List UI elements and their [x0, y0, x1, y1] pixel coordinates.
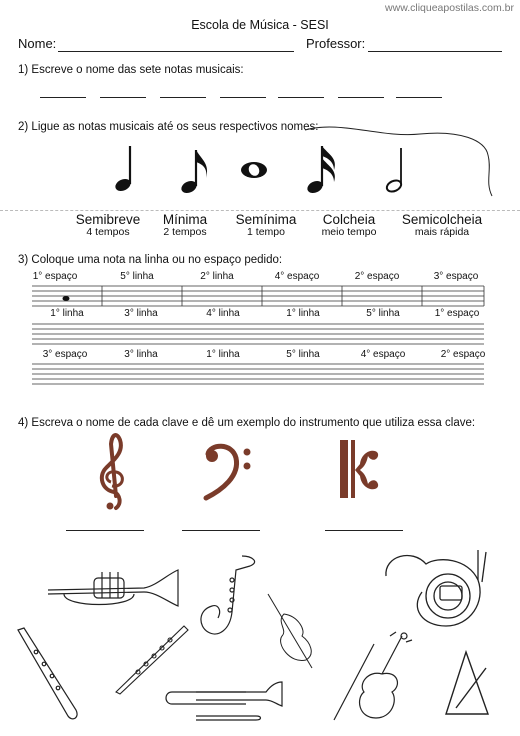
bass-clef-icon: [202, 442, 256, 500]
label: 2° linha: [200, 271, 234, 282]
label: 2° espaço: [354, 271, 400, 282]
note-name-colcheia: Colcheia meio tempo: [321, 212, 377, 238]
double-bass-icon: [266, 592, 316, 670]
note-blank-3[interactable]: [160, 97, 206, 98]
question-1: 1) Escreve o nome das sete notas musicais:: [18, 64, 244, 76]
saxophone-icon: [192, 552, 262, 644]
label: 5° linha: [286, 349, 320, 360]
clarinet-icon: [14, 626, 88, 724]
label: 1° linha: [50, 308, 84, 319]
label: 3° linha: [124, 308, 158, 319]
question-4: 4) Escreva o nome de cada clave e dê um exemplo do instrumento que utiliza essa clave:: [18, 417, 476, 429]
half-note-icon: [384, 146, 408, 196]
label: 3° espaço: [42, 349, 88, 360]
whole-note-icon: [240, 160, 270, 182]
label: 3° linha: [124, 349, 158, 360]
note-name-semicolcheia: Semicolcheia mais rápida: [401, 212, 483, 238]
clef-answer-3[interactable]: [325, 530, 403, 531]
teacher-label: Professor:: [306, 36, 366, 51]
trombone-icon: [166, 680, 284, 726]
violin-icon: [332, 630, 414, 724]
staff[interactable]: [32, 284, 486, 384]
label: 4° linha: [206, 308, 240, 319]
question-2: 2) Ligue as notas musicais até os seus respectivos nomes:: [18, 121, 319, 133]
label: 5° linha: [366, 308, 400, 319]
note-blank-6[interactable]: [338, 97, 384, 98]
teacher-field[interactable]: [368, 51, 502, 52]
note-name-semibreve: Semibreve 4 tempos: [75, 212, 141, 238]
label: 1° espaço: [434, 308, 480, 319]
note-blank-7[interactable]: [396, 97, 442, 98]
question-3: 3) Coloque uma nota na linha ou no espaço pedido:: [18, 254, 283, 266]
label: 1° linha: [206, 349, 240, 360]
name-field[interactable]: [58, 51, 294, 52]
note-name-seminima: Semínima 1 tempo: [235, 212, 297, 238]
label: 2° espaço: [440, 349, 486, 360]
note-blank-4[interactable]: [220, 97, 266, 98]
school-title: Escola de Música - SESI: [191, 18, 329, 32]
clef-answer-2[interactable]: [182, 530, 260, 531]
note-name-minima: Mínima 2 tempos: [162, 212, 208, 238]
label: 1° linha: [286, 308, 320, 319]
name-label: Nome:: [18, 36, 57, 51]
note-blank-1[interactable]: [40, 97, 86, 98]
trumpet-icon: [44, 568, 184, 610]
sixteenth-note-icon: [306, 144, 342, 196]
label: 4° espaço: [360, 349, 406, 360]
note-blank-5[interactable]: [278, 97, 324, 98]
french-horn-icon: [382, 546, 492, 632]
eighth-note-icon: [180, 148, 214, 196]
alto-clef-icon: [338, 440, 382, 500]
divider: [0, 210, 520, 211]
quarter-note-icon: [112, 144, 136, 194]
site-url: www.cliqueapostilas.com.br: [385, 2, 514, 14]
note-blank-2[interactable]: [100, 97, 146, 98]
treble-clef-icon: [94, 430, 134, 512]
clef-answer-1[interactable]: [66, 530, 144, 531]
triangle-icon: [442, 648, 492, 720]
label: 1° espaço: [32, 271, 78, 282]
label: 3° espaço: [433, 271, 479, 282]
label: 5° linha: [120, 271, 154, 282]
label: 4° espaço: [274, 271, 320, 282]
